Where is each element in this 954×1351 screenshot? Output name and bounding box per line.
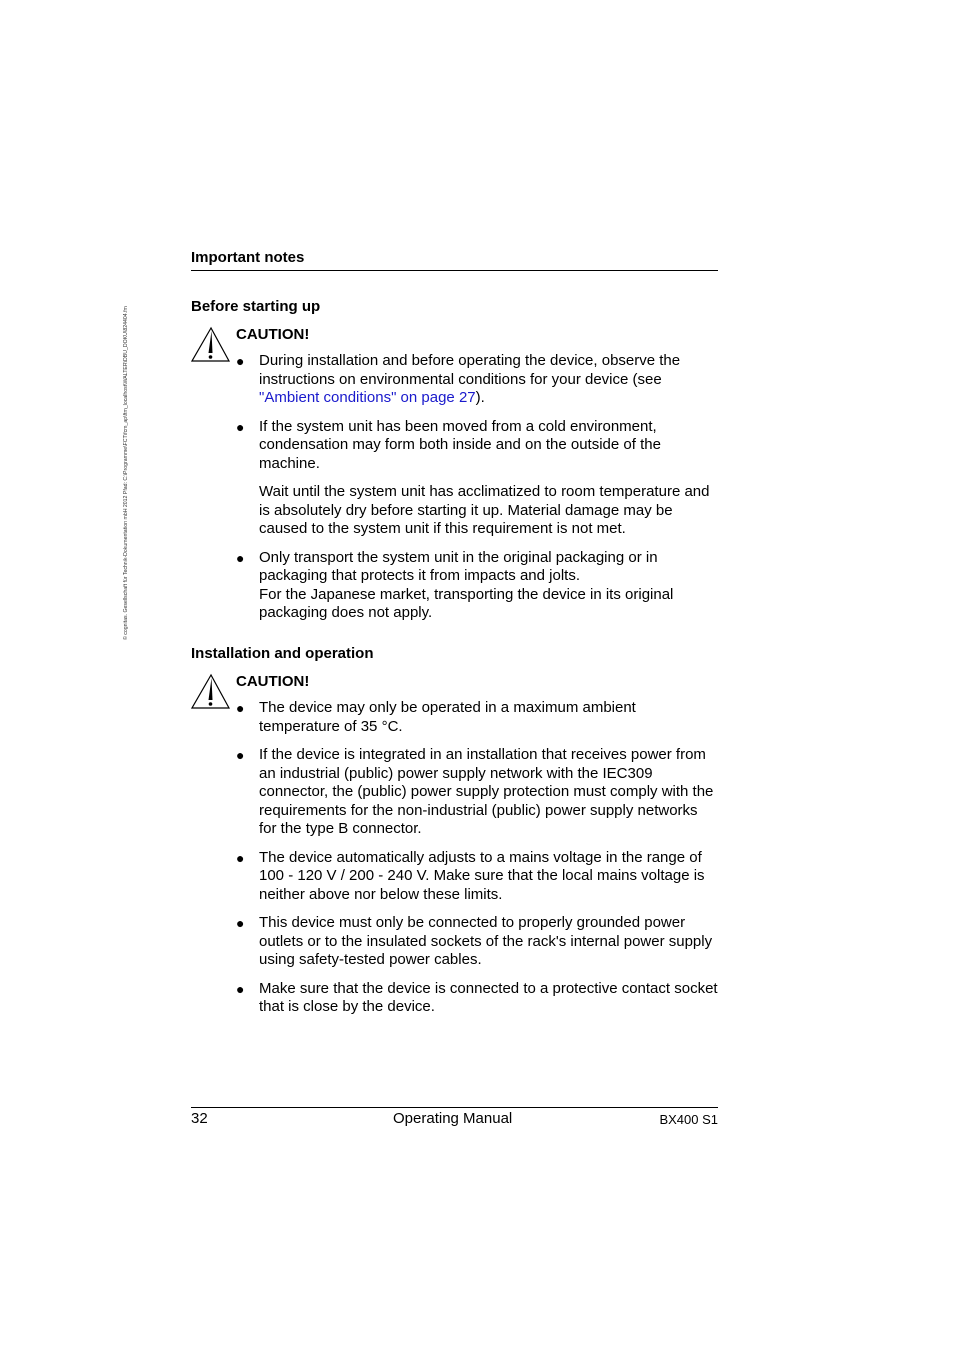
list-item (236, 914, 718, 970)
list-item-text (259, 352, 718, 408)
bullet-icon: ● (236, 353, 245, 369)
list-item-text: The device may only be operated in a maximum ambient temperature of 35 °C. (259, 699, 636, 735)
caution-label: CAUTION! (236, 326, 310, 343)
warning-triangle-icon (191, 673, 231, 709)
bullet-icon: ● (236, 849, 245, 866)
list-item-text: If the system unit has been moved from a cold environment, condensation may form both inside and on the outside of the machine. (259, 417, 661, 472)
list-item (236, 849, 718, 905)
list-item-text: For the Japanese market, transporting the device in its original packaging does not apply. (259, 585, 674, 621)
warning-triangle-icon (191, 326, 231, 362)
list-item (236, 549, 718, 623)
footer-manual-title: Operating Manual (393, 1110, 513, 1127)
footer-rule (191, 1107, 718, 1108)
list-item-text: Make sure that the device is connected to a protective contact socket that is close by the device. (259, 979, 718, 1015)
bullet-icon: ● (236, 980, 245, 997)
margin-path-text: © cognitas. Gesellschaft für Technik-Dokumentation mbH 2012 Pfad: C:\Programme\FCT\fcm_ap\ftm_localhost\WALTER\DBU_DOKU\824404.fm (123, 306, 129, 640)
footer-model-name: BX400 S1 (659, 1112, 718, 1127)
running-header-title: Important notes (191, 249, 305, 266)
list-item-text: The device automatically adjusts to a mains voltage in the range of 100 - 120 V / 200 - 240 V. Make sure that the local mains voltage is neither above nor below these limits. (259, 848, 705, 903)
bullet-icon: ● (236, 747, 245, 763)
list-item-text: Only transport the system unit in the original packaging or in packaging that protects it from impacts and jolts. (259, 548, 658, 584)
list-item (236, 980, 718, 1017)
list-item-text: Wait until the system unit has acclimatized to room temperature and is absolutely dry before starting it up. Material damage may be caused to the system unit if this requirement is not met. (259, 483, 710, 537)
list-item (236, 418, 718, 539)
section-heading-before-starting-up: Before starting up (191, 298, 321, 315)
page-number: 32 (191, 1110, 208, 1127)
bullet-icon: ● (236, 700, 245, 716)
text-segment: During installation and before operating the device, observe the instructions on environmental conditions for your device (see (259, 352, 681, 388)
margin-path-note (118, 240, 138, 640)
section-heading-installation-and-operation: Installation and operation (191, 645, 374, 662)
bullet-icon: ● (236, 915, 245, 931)
caution-list (236, 699, 718, 1027)
bullet-icon: ● (236, 549, 245, 566)
caution-label: CAUTION! (236, 673, 310, 690)
list-item (236, 352, 718, 408)
list-item-text: This device must only be connected to properly grounded power outlets or to the insulated sockets of the rack's internal power supply using safety-tested power cables. (259, 914, 713, 968)
ambient-conditions-link[interactable]: "Ambient conditions" on page 27 (259, 389, 476, 406)
list-item-text: If the device is integrated in an installation that receives power from an industrial (public) power supply network with the IEC309 connector, the (public) power supply protection must comply with the requirements for the non-industrial (public) power supply networks for the type B connector. (259, 746, 714, 837)
header-rule (191, 270, 718, 271)
text-segment: ). (475, 389, 485, 406)
list-item (236, 746, 718, 839)
list-item (236, 699, 718, 736)
bullet-icon: ● (236, 418, 245, 435)
caution-list (236, 352, 718, 633)
